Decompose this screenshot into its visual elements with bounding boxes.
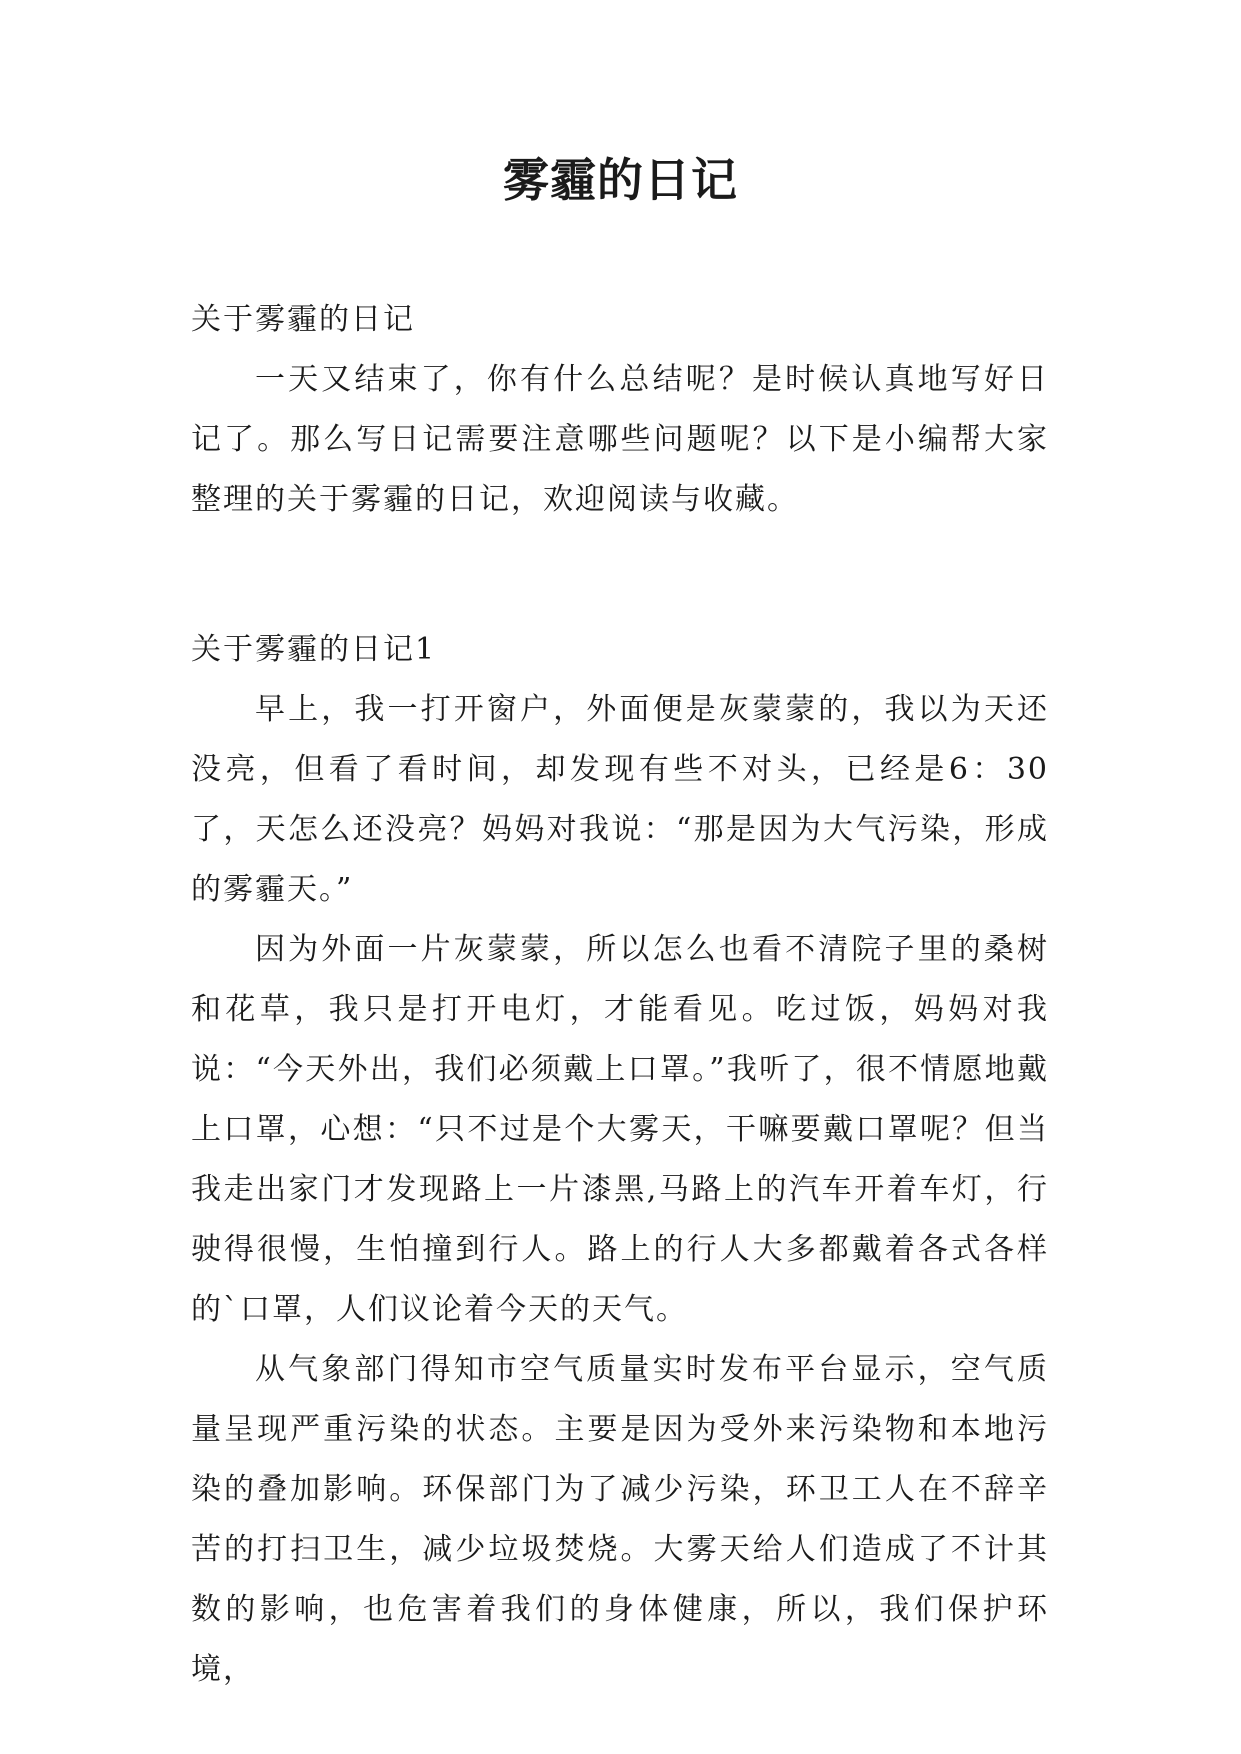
intro-heading: 关于雾霾的日记: [191, 302, 415, 337]
intro-paragraph: 一天又结束了，你有什么总结呢？是时候认真地写好日记了。那么写日记需要注意哪些问题呢？以下是小编帮大家整理的关于雾霾的日记，欢迎阅读与收藏。: [191, 362, 1049, 517]
document-title: 雾霾的日记: [503, 153, 738, 207]
section1-paragraph-1: 早上，我一打开窗户，外面便是灰蒙蒙的，我以为天还没亮，但看了看时间，却发现有些不对头，已经是6：30了，天怎么还没亮？妈妈对我说：“那是因为大气污染，形成的雾霾天。”: [191, 692, 1049, 907]
section1-paragraph-3: 从气象部门得知市空气质量实时发布平台显示，空气质量呈现严重污染的状态。主要是因为受外来污染物和本地污染的叠加影响。环保部门为了减少污染，环卫工人在不辞辛苦的打扫卫生，减少垃圾焚烧。大雾天给人们造成了不计其数的影响，也危害着我们的身体健康，所以，我们保护环境，: [191, 1352, 1049, 1687]
section-spacer: [191, 530, 1049, 620]
section1-heading: 关于雾霾的日记1: [191, 632, 437, 667]
section1-paragraph-2: 因为外面一片灰蒙蒙，所以怎么也看不清院子里的桑树和花草，我只是打开电灯，才能看见。吃过饭，妈妈对我说：“今天外出，我们必须戴上口罩。”我听了，很不情愿地戴上口罩，心想：“只不过是个大雾天，干嘛要戴口罩呢？但当我走出家门才发现路上一片漆黑,马路上的汽车开着车灯，行驶得很慢，生怕撞到行人。路上的行人大多都戴着各式各样的`口罩，人们议论着今天的天气。: [191, 932, 1049, 1327]
document-body: [191, 290, 1049, 1700]
